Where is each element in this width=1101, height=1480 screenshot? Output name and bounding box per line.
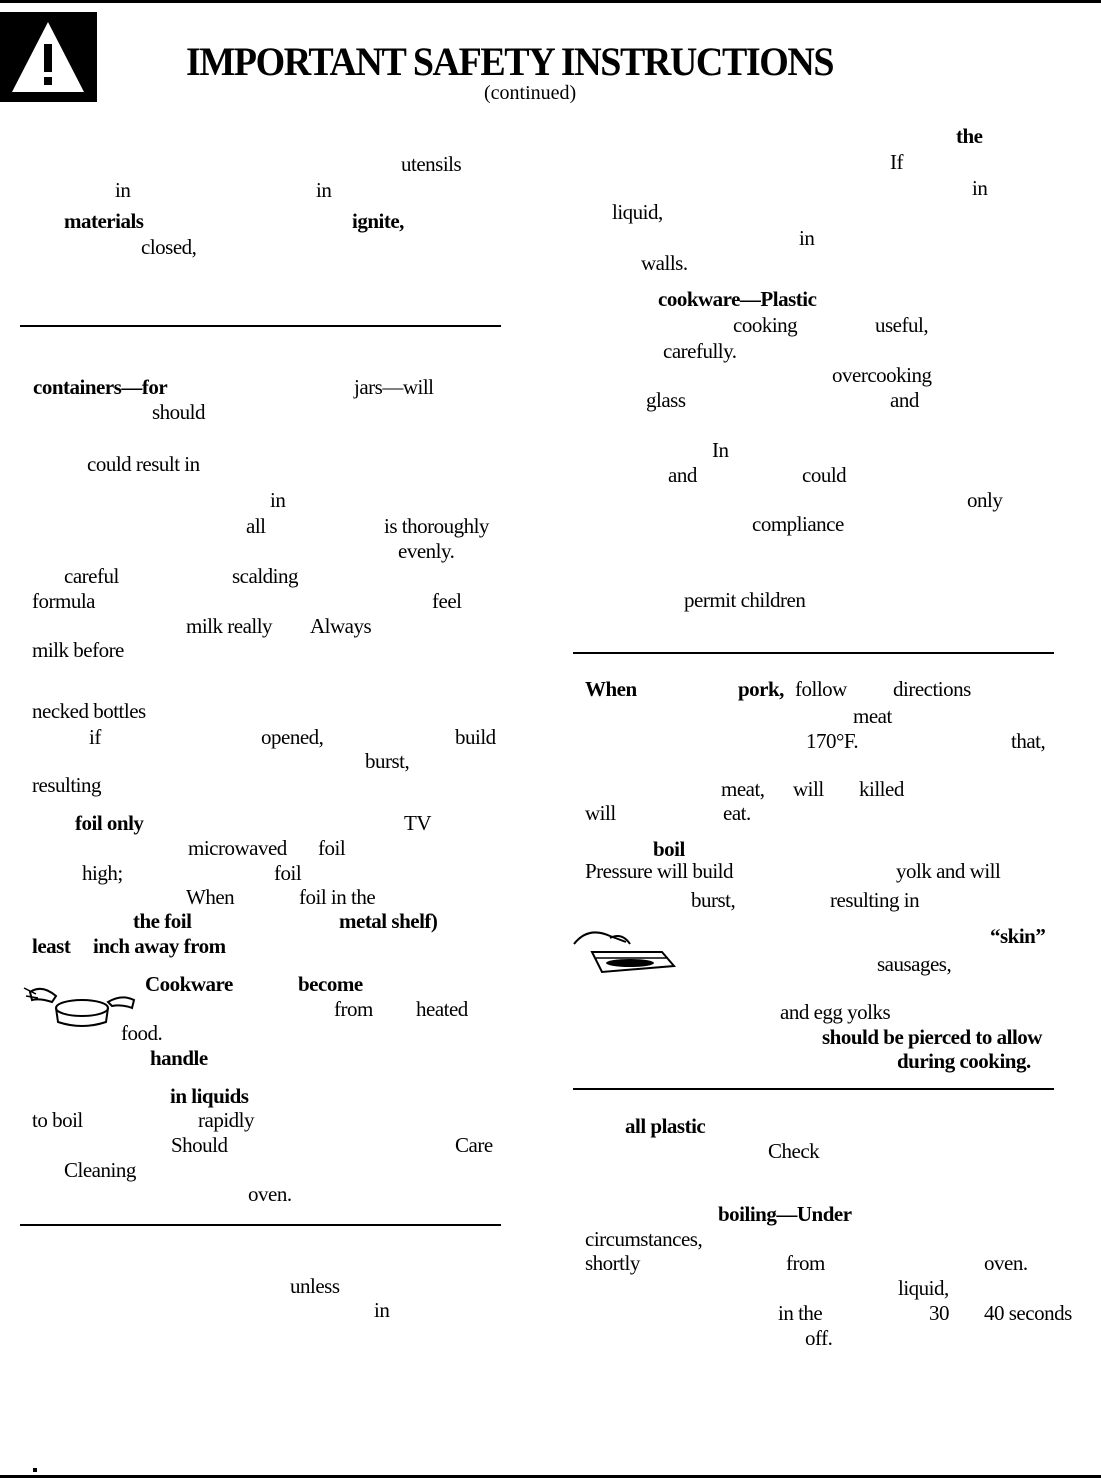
text-fragment: cooking [733,313,798,337]
text-fragment: metal shelf) [339,909,438,933]
text-fragment: and egg yolks [780,1000,891,1024]
text-fragment: utensils [401,152,462,176]
text-fragment: in [799,226,815,250]
text-fragment: shortly [585,1251,640,1275]
text-fragment: foil only [75,811,144,835]
text-fragment: will [793,777,824,801]
text-fragment: careful [64,564,119,588]
text-fragment: from [334,997,373,1021]
text-fragment: all [246,514,266,538]
text-fragment: “skin” [990,924,1046,948]
text-fragment: foil [274,861,302,885]
text-fragment: in [115,178,131,202]
text-fragment: should [152,400,206,424]
text-fragment: Always [310,614,372,638]
text-fragment: high; [82,861,123,885]
text-fragment: containers—for [33,375,168,399]
text-fragment: permit children [684,588,806,612]
text-fragment: directions [893,677,971,701]
text-fragment: the foil [133,909,192,933]
text-fragment: rapidly [198,1108,254,1132]
text-fragment: Check [768,1139,820,1163]
section-divider [20,1224,501,1226]
text-fragment: boil [653,837,685,861]
top-rule [0,0,1101,3]
text-fragment: in [316,178,332,202]
text-fragment: build [455,725,496,749]
text-fragment: Care [455,1133,493,1157]
text-fragment: Cookware [145,972,233,996]
text-fragment: milk really [186,614,273,638]
text-fragment: circumstances, [585,1227,703,1251]
text-fragment: burst, [365,749,410,773]
text-fragment: milk before [32,638,124,662]
text-fragment: glass [646,388,686,412]
text-fragment: ignite, [352,209,404,233]
text-fragment: burst, [691,888,736,912]
text-fragment: could [802,463,847,487]
text-fragment: scalding [232,564,298,588]
text-fragment: in liquids [170,1084,249,1108]
text-fragment: Pressure will build [585,859,733,883]
page-title: IMPORTANT SAFETY INSTRUCTIONS [186,39,834,84]
text-fragment: oven. [984,1251,1028,1275]
text-fragment: and [890,388,919,412]
text-fragment: if [89,725,101,749]
text-fragment: foil in the [299,885,376,909]
text-fragment: handle [150,1046,208,1070]
text-fragment: liquid, [898,1276,949,1300]
text-fragment: in [374,1298,390,1322]
text-fragment: In [712,438,729,462]
text-fragment: necked bottles [32,699,146,723]
text-fragment: should be pierced to allow [822,1025,1042,1049]
text-fragment: overcooking [832,363,932,387]
text-fragment: pork, [738,677,784,701]
text-fragment: unless [290,1274,340,1298]
text-fragment: to boil [32,1108,83,1132]
text-fragment: in [270,488,286,512]
text-fragment: from [786,1251,825,1275]
text-fragment: all plastic [625,1114,706,1138]
text-fragment: foil [318,836,346,860]
text-fragment: boiling—Under [718,1202,852,1226]
text-fragment: off. [805,1326,833,1350]
text-fragment: follow [795,677,847,701]
text-fragment: and [668,463,697,487]
text-fragment: Cleaning [64,1158,136,1182]
text-fragment: resulting [32,773,101,797]
text-fragment: 170°F. [806,729,859,753]
warning-icon [0,12,97,102]
text-fragment: microwaved [188,836,287,860]
text-fragment: walls. [641,251,688,275]
text-fragment: feel [432,589,462,613]
text-fragment: When [585,677,637,701]
page-mark [33,1468,37,1472]
text-fragment: in [972,176,988,200]
text-fragment: become [298,972,363,996]
text-fragment: compliance [752,512,844,536]
text-fragment: evenly. [398,539,455,563]
text-fragment: materials [64,209,144,233]
text-fragment: least [32,934,71,958]
dish-handling-illustration [570,922,682,978]
text-fragment: in the [778,1301,823,1325]
text-fragment: liquid, [612,200,663,224]
text-fragment: closed, [141,235,197,259]
text-fragment: is thoroughly [384,514,489,538]
section-divider [20,325,501,327]
text-fragment: carefully. [663,339,737,363]
text-fragment: heated [416,997,468,1021]
text-fragment: 40 seconds [984,1301,1072,1325]
text-fragment: sausages, [877,952,952,976]
bottom-rule [0,1475,1101,1478]
text-fragment: food. [121,1021,163,1045]
text-fragment: meat [853,704,892,728]
text-fragment: useful, [875,313,929,337]
text-fragment: meat, [721,777,765,801]
section-divider [573,1088,1054,1090]
text-fragment: resulting in [830,888,920,912]
text-fragment: eat. [723,801,751,825]
text-fragment: formula [32,589,95,613]
text-fragment: only [967,488,1003,512]
text-fragment: could result in [87,452,200,476]
section-divider [573,652,1054,654]
text-fragment: the [956,124,983,148]
text-fragment: If [890,150,903,174]
text-fragment: will [585,801,616,825]
text-fragment: during cooking. [897,1049,1031,1073]
text-fragment: cookware—Plastic [658,287,817,311]
text-fragment: killed [859,777,904,801]
text-fragment: that, [1011,729,1046,753]
text-fragment: TV [404,811,431,835]
text-fragment: oven. [248,1182,292,1206]
text-fragment: Should [171,1133,228,1157]
text-fragment: yolk and will [896,859,1001,883]
text-fragment: 30 [929,1301,949,1325]
text-fragment: opened, [261,725,324,749]
text-fragment: inch away from [93,934,226,958]
text-fragment: jars—will [354,375,434,399]
text-fragment: When [186,885,235,909]
page-subtitle: (continued) [484,82,577,104]
